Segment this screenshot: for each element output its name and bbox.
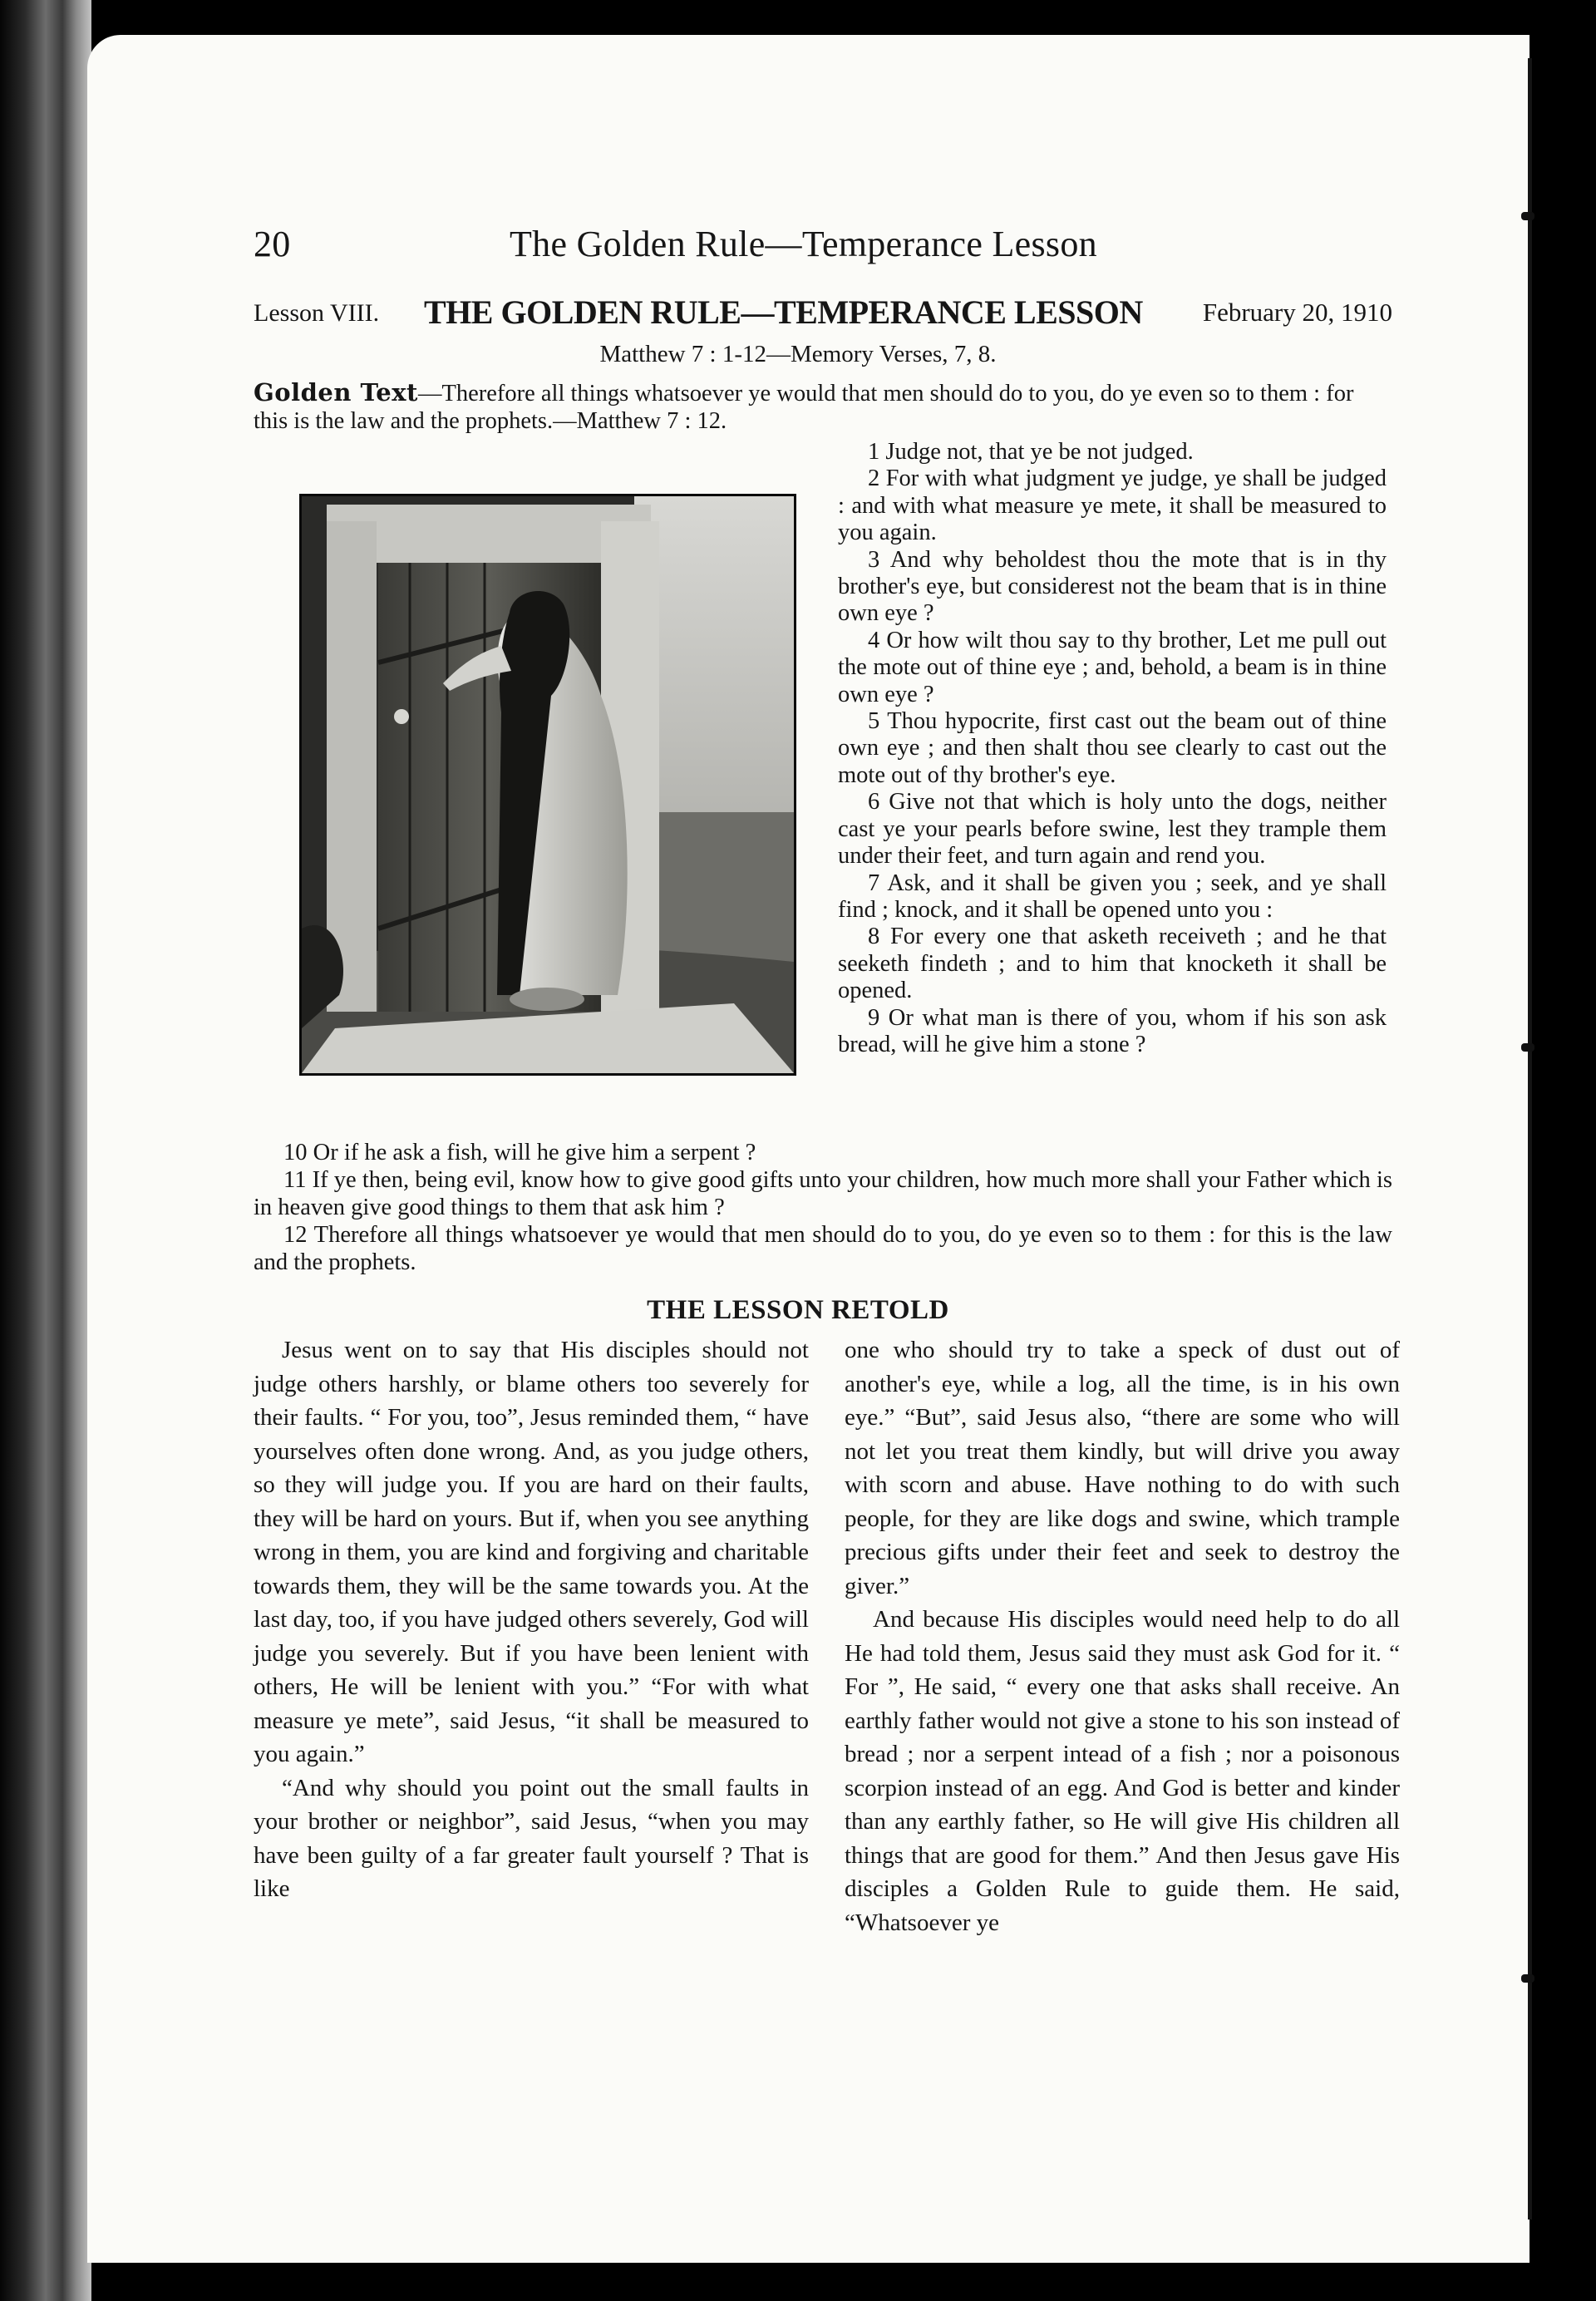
golden-text [254, 379, 1392, 435]
verses-beside-image [838, 439, 1387, 1058]
door-illustration-image [302, 496, 794, 1073]
verse-7: 7 Ask, and it shall be given you ; seek, and ye shall find ; knock, and it shall be opened unto you : [838, 870, 1387, 923]
verse-8: 8 For every one that asketh receiveth ; and he that seeketh findeth ; and to him that knocketh it shall be opened. [838, 924, 1387, 1004]
page-number: 20 [254, 224, 291, 264]
lesson-header [254, 293, 1392, 334]
golden-text-label: Golden Text [254, 378, 418, 406]
verse-6: 6 Give not that which is holy unto the dogs, neither cast ye your pearls before swine, lest they trample them under their feet, and turn again and rend you. [838, 789, 1387, 870]
verse-12: 12 Therefore all things whatsoever ye would that men should do to you, do ye even so to them : for this is the law and the prophets. [254, 1222, 1392, 1275]
retold-paragraph: And because His disciples would need help to do all He had told them, Jesus said they must ask God for it. “ For ”, He said, “ every one that asks shall receive. An earthly father would not give a stone to his son instead of bread ; nor a serpent intead of a fish ; nor a poisonous scorpion instead of an egg. And God is better and kinder than any earthly father, so He will give His children all things that are good for them.” And then Jesus gave His disciples a Golden Rule to guide them. He said, “Whatsoever ye [845, 1606, 1400, 1936]
retold-right-column [845, 1333, 1400, 1939]
verse-9: 9 Or what man is there of you, whom if his son ask bread, will he give him a stone ? [838, 1004, 1387, 1057]
verse-3: 3 And why beholdest thou the mote that is in thy brother's eye, but considerest not the beam that is in thine own eye ? [838, 546, 1387, 627]
verse-1: 1 Judge not, that ye be not judged. [868, 439, 1194, 465]
retold-left-column [254, 1333, 809, 1906]
verse-2: 2 For with what judgment ye judge, ye shall be judged : and with what measure ye mete, it shall be measured to you again. [838, 466, 1387, 546]
right-edge-rule [1528, 58, 1532, 2220]
edge-mark [1521, 1043, 1534, 1052]
verse-5: 5 Thou hypocrite, first cast out the beam out of thine own eye ; and then shalt thou see clearly to cast out the mote out of thy brother's eye. [838, 708, 1387, 788]
verse-4: 4 Or how wilt thou say to thy brother, Let me pull out the mote out of thine eye ; and, behold, a beam is in thine own eye ? [838, 627, 1387, 707]
retold-paragraph: “And why should you point out the small faults in your brother or neighbor”, said Jesus, “when you may have been guilty of a far greater fault yourself ? That is like [254, 1774, 809, 1902]
verse-11: 11 If ye then, being evil, know how to give good gifts unto your children, how much more shall your Father which is in heaven give good things to them that ask him ? [254, 1167, 1392, 1220]
retold-paragraph: one who should try to take a speck of dust out of another's eye, while a log, all the time, is in his own eye.” “But”, said Jesus also, “there are some who will not let you treat them kindly, but will drive you away with scorn and abuse. Have nothing to do with such people, for they are like dogs and swine, which trample precious gifts under their feet and seek to destroy the giver.” [845, 1337, 1400, 1599]
retold-paragraph: Jesus went on to say that His disciples should not judge others harshly, or blame others too severely for their faults. “ For you, too”, Jesus reminded them, “ have yourselves often done wrong. And, as you judge others, so they will judge you. If you are hard on their faults, they will be hard on yours. But if, when you see anything wrong in them, you are kind and forgiving and charitable towards them, they will be the same towards you. At the last day, too, if you have judged others severely, God will judge you severely. But if you have been lenient with others, He will be lenient with you.” “For with what measure ye mete”, said Jesus, “it shall be measured to you again.” [254, 1337, 809, 1767]
illustration-man-knocking-at-door [299, 494, 796, 1076]
edge-mark [1521, 1974, 1534, 1983]
running-title: The Golden Rule—Temperance Lesson [510, 224, 1097, 264]
lesson-retold-heading: THE LESSON RETOLD [647, 1295, 949, 1325]
verse-10: 10 Or if he ask a fish, will he give him a serpent ? [283, 1140, 756, 1165]
verses-full-width [254, 1139, 1392, 1276]
lesson-date: February 20, 1910 [1202, 298, 1392, 327]
golden-text-body: —Therefore all things whatsoever ye would that men should do to you, do ye even so to them : for this is the law and the prophets.—Matthew 7 : 12. [254, 381, 1354, 434]
lesson-title: THE GOLDEN RULE—TEMPERANCE LESSON [424, 293, 1143, 331]
lesson-number: Lesson VIII. [254, 299, 380, 327]
scripture-reference: Matthew 7 : 1-12—Memory Verses, 7, 8. [599, 341, 997, 367]
edge-mark [1521, 212, 1534, 220]
